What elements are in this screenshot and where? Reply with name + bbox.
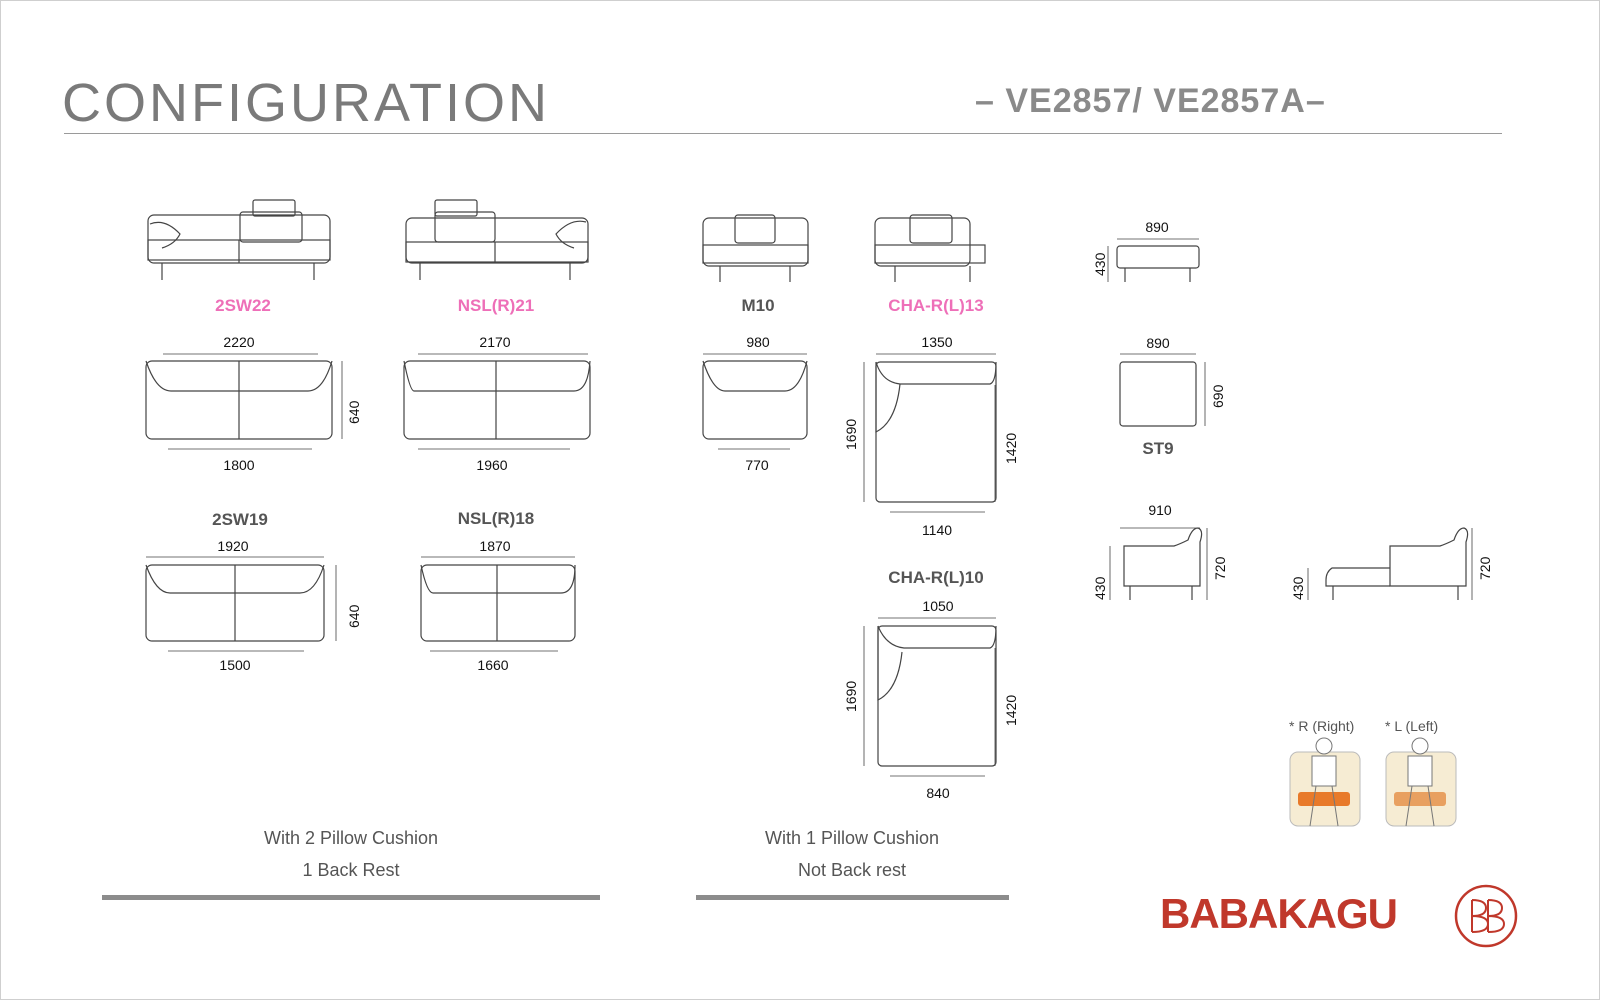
sw22-width-bottom: 1800 <box>223 457 255 473</box>
sofa-nslr18-top <box>421 557 575 651</box>
m10-width-top: 980 <box>746 334 770 350</box>
sofa-cha13-front <box>875 215 985 282</box>
label-nslr21: NSL(R)21 <box>457 296 535 315</box>
cha10-depth-right: 1420 <box>1003 694 1019 726</box>
cha13-width-bottom: 1140 <box>921 522 953 538</box>
sw19-depth: 640 <box>346 604 362 628</box>
cha13-depth-left: 1690 <box>843 418 859 450</box>
sofa-cha10-top <box>864 618 996 776</box>
nslr18-width-top: 1870 <box>479 538 511 554</box>
ottoman-st9-top <box>1120 354 1205 426</box>
side-back-height: 720 <box>1212 556 1228 580</box>
side-seat-height: 430 <box>1092 576 1108 600</box>
sofa-cha13-top <box>864 354 996 512</box>
sofa-nslr21-front <box>406 200 588 280</box>
model-number: – VE2857/ VE2857A– <box>975 82 1326 120</box>
cha10-width-bottom: 840 <box>926 785 950 801</box>
sofa-nslr21-top <box>404 354 590 449</box>
note-right-bar <box>696 895 1009 900</box>
note-right-line2: Not Back rest <box>797 860 907 880</box>
brand-logo-icon <box>1456 886 1516 946</box>
st9-top-width: 890 <box>1146 335 1170 351</box>
orientation-left-label: * L (Left) <box>1385 718 1439 734</box>
cha13-width-top: 1350 <box>921 334 953 350</box>
sw22-width-top: 2220 <box>223 334 255 350</box>
note-left-line2: 1 Back Rest <box>302 860 400 880</box>
label-st9: ST9 <box>1142 439 1174 458</box>
label-2sw19: 2SW19 <box>212 510 268 529</box>
sofa-2sw19-top <box>146 557 336 651</box>
label-nslr18: NSL(R)18 <box>457 509 535 528</box>
orientation-right-label: * R (Right) <box>1289 718 1355 734</box>
m10-width-bottom: 770 <box>745 457 769 473</box>
note-right <box>702 822 1002 886</box>
chaise-side-view <box>1308 528 1472 600</box>
note-left-line1: With 2 Pillow Cushion <box>263 828 439 848</box>
label-cha13: CHA-R(L)13 <box>888 296 984 315</box>
label-m10: M10 <box>741 296 775 315</box>
sofa-2sw22-front <box>148 200 330 280</box>
sw19-width-bottom: 1500 <box>219 657 251 673</box>
chaise-back-height: 720 <box>1477 556 1493 580</box>
brand-name: BABAKAGU <box>1160 890 1397 937</box>
sw19-width-top: 1920 <box>217 538 249 554</box>
sofa-m10-front <box>703 215 808 282</box>
chaise-seat-height: 430 <box>1290 576 1306 600</box>
label-cha10: CHA-R(L)10 <box>888 568 984 587</box>
page-title: CONFIGURATION <box>62 73 550 133</box>
note-left <box>201 822 501 886</box>
sw22-depth: 640 <box>346 400 362 424</box>
orientation-left-icon <box>1386 738 1456 826</box>
sofa-side-view <box>1110 528 1207 600</box>
model-number-text: VE2857/ VE2857A <box>1005 82 1306 120</box>
sofa-m10-top <box>703 354 807 449</box>
orientation-right-icon <box>1290 738 1360 826</box>
cha10-depth-left: 1690 <box>843 680 859 712</box>
label-2sw22: 2SW22 <box>215 296 271 315</box>
st9-front-height: 430 <box>1092 252 1108 276</box>
side-width: 910 <box>1148 502 1172 518</box>
cha10-width-top: 1050 <box>922 598 954 614</box>
nslr18-width-bottom: 1660 <box>477 657 509 673</box>
nslr21-width-top: 2170 <box>479 334 511 350</box>
note-right-line1: With 1 Pillow Cushion <box>764 828 940 848</box>
st9-front-width: 890 <box>1145 219 1169 235</box>
ottoman-st9-front <box>1108 239 1199 282</box>
sofa-2sw22-top <box>146 354 342 449</box>
st9-top-depth: 690 <box>1210 384 1226 408</box>
cha13-depth-right: 1420 <box>1003 432 1019 464</box>
nslr21-width-bottom: 1960 <box>476 457 508 473</box>
note-left-bar <box>102 895 600 900</box>
